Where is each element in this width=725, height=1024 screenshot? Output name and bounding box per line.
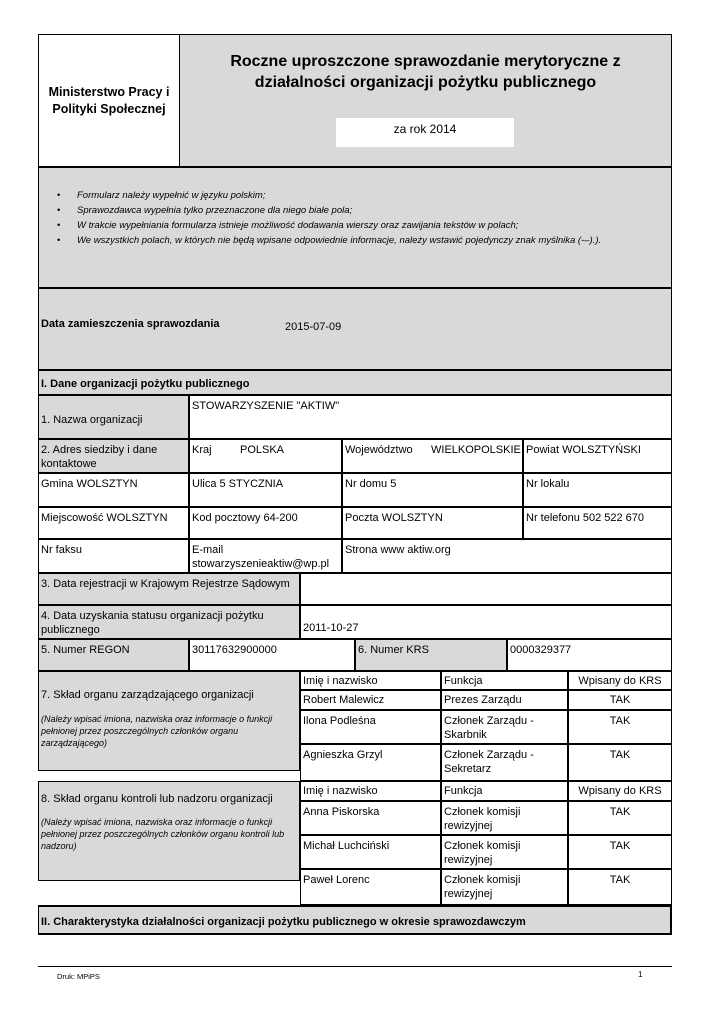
control-member-krs: TAK <box>568 835 672 869</box>
instructions-list <box>39 188 671 248</box>
section-1-header <box>38 370 672 395</box>
year-field <box>336 118 514 147</box>
board-col-name-header: Imię i nazwisko <box>300 671 441 690</box>
control-member-name: Paweł Lorenc <box>300 869 441 905</box>
board-member-function: Członek Zarządu - Sekretarz <box>441 744 568 781</box>
fax-field: Nr faksu <box>38 539 189 573</box>
year-label: za rok 2014 <box>393 122 457 136</box>
krs-number-label: 6. Numer KRS <box>355 639 507 671</box>
control-label: 8. Skład organu kontroli lub nadzoru organizacji <box>41 793 273 805</box>
control-member-name: Anna Piskorska <box>300 801 441 835</box>
section-2-title: II. Charakterystyka działalności organizacji pożytku publicznego w okresie sprawozdawczym <box>41 916 526 928</box>
website-field: Strona www aktiw.org <box>342 539 672 573</box>
control-member-name: Michał Luchciński <box>300 835 441 869</box>
email-field: E-mail stowarzyszenieaktiw@wp.pl <box>189 539 342 573</box>
post-office-field: Poczta WOLSZTYN <box>342 507 523 539</box>
ministry-cell <box>38 34 180 167</box>
control-member-krs: TAK <box>568 869 672 905</box>
date-label: Data zamieszczenia sprawozdania <box>41 318 220 330</box>
instruction-item: • Sprawozdawca wypełnia tylko przeznaczone dla niego białe pola; <box>57 205 353 216</box>
form-title: Roczne uproszczone sprawozdanie merytoryczne z działalności organizacji pożytku publicznego <box>230 52 621 91</box>
krs-registration-value <box>300 573 672 605</box>
street-field: Ulica 5 STYCZNIA <box>189 473 342 507</box>
board-note: (Należy wpisać imiona, nazwiska oraz informacje o funkcji pełnionej przez poszczególnych członków organu zarządzającego) <box>41 714 273 748</box>
opp-status-label: 4. Data uzyskania statusu organizacji pożytku publicznego <box>38 605 300 639</box>
board-member-function: Prezes Zarządu <box>441 690 568 710</box>
regon-value: 30117632900000 <box>189 639 355 671</box>
board-member-krs: TAK <box>568 710 672 744</box>
instruction-item: • We wszystkich polach, w których nie będą wpisane odpowiednie informacje, należy wstawić pojedynczy znak myślnika (-–).). <box>57 235 602 246</box>
apartment-number-field: Nr lokalu <box>523 473 672 507</box>
board-label-cell <box>38 671 300 771</box>
instructions-box <box>38 167 672 288</box>
opp-status-value: 2011-10-27 <box>300 605 672 639</box>
board-member-name: Robert Malewicz <box>300 690 441 710</box>
city-field: Miejscowość WOLSZTYN <box>38 507 189 539</box>
board-member-krs: TAK <box>568 690 672 710</box>
footer-rule <box>38 966 672 967</box>
krs-number-value: 0000329377 <box>507 639 672 671</box>
control-member-function: Członek komisji rewizyjnej <box>441 869 568 905</box>
board-col-function-header: Funkcja <box>441 671 568 690</box>
board-member-name: Agnieszka Grzyl <box>300 744 441 781</box>
house-number-field: Nr domu 5 <box>342 473 523 507</box>
commune-field: Gmina WOLSZTYN <box>38 473 189 507</box>
phone-field: Nr telefonu 502 522 670 <box>523 507 672 539</box>
control-col-name-header: Imię i nazwisko <box>300 781 441 801</box>
krs-registration-label: 3. Data rejestracji w Krajowym Rejestrze Sądowym <box>38 573 300 605</box>
org-name-label: 1. Nazwa organizacji <box>38 395 189 439</box>
section-2-header <box>38 905 672 935</box>
country-field: Kraj POLSKA <box>189 439 342 473</box>
control-member-krs: TAK <box>568 801 672 835</box>
control-member-function: Członek komisji rewizyjnej <box>441 835 568 869</box>
instruction-item: • Formularz należy wypełnić w języku polskim; <box>57 190 266 201</box>
control-col-krs-header: Wpisany do KRS <box>568 781 672 801</box>
control-col-function-header: Funkcja <box>441 781 568 801</box>
board-col-krs-header: Wpisany do KRS <box>568 671 672 690</box>
print-label: Druk: MPiPS <box>57 972 100 981</box>
board-label: 7. Skład organu zarządzającego organizacji <box>41 689 254 701</box>
county-field: Powiat WOLSZTYŃSKI <box>523 439 672 473</box>
date-value: 2015-07-09 <box>285 321 342 333</box>
board-member-function: Członek Zarządu - Skarbnik <box>441 710 568 744</box>
regon-label: 5. Numer REGON <box>38 639 189 671</box>
section-1-title: I. Dane organizacji pożytku publicznego <box>41 378 250 390</box>
org-name-value: STOWARZYSZENIE "AKTIW" <box>189 395 672 439</box>
instruction-item: • W trakcie wypełniania formularza istnieje możliwość dodawania wierszy oraz zawijania tekstów w polach; <box>57 220 519 231</box>
address-label: 2. Adres siedziby i dane kontaktowe <box>38 439 189 473</box>
page-number: 1 <box>638 970 643 979</box>
control-note: (Należy wpisać imiona, nazwiska oraz informacje o funkcji pełnionej przez poszczególnych członków organu kontroli lub nadzoru) <box>41 817 285 851</box>
board-member-krs: TAK <box>568 744 672 781</box>
postal-code-field: Kod pocztowy 64-200 <box>189 507 342 539</box>
control-label-cell <box>38 781 300 881</box>
ministry-name: Ministerstwo Pracy i Polityki Społecznej <box>48 84 170 116</box>
voivodeship-field: Województwo WIELKOPOLSKIE <box>342 439 523 473</box>
form-title-cell <box>180 35 671 108</box>
control-member-function: Członek komisji rewizyjnej <box>441 801 568 835</box>
board-member-name: Ilona Podleśna <box>300 710 441 744</box>
